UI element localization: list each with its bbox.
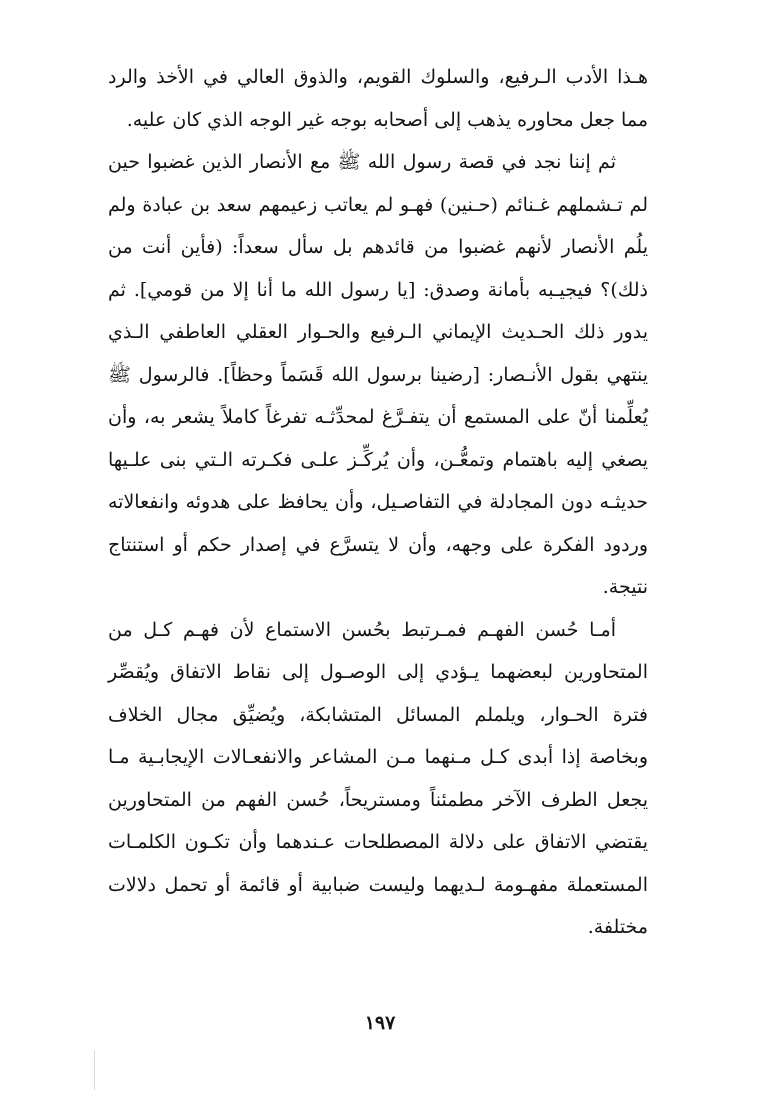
body-text <box>108 56 648 949</box>
scan-edge-mark <box>94 1050 95 1090</box>
page-number: ١٩٧ <box>364 1012 396 1034</box>
paragraph-1: هـذا الأدب الـرفيع، والسلوك القويم، والذوق العالي في الأخذ والرد مما جعل محاوره يذهب إلى أصحابه بوجه غير الوجه الذي كان عليه. <box>108 66 648 131</box>
paragraph-3: أمـا حُسن الفهـم فمـرتبط بحُسن الاستماع لأن فهـم كـل من المتحاورين لبعضهما يـؤدي إلى الوصـول إلى نقاط الاتفاق ويُقصِّر فترة الحـوار، ويلملم المسائل المتشابكة، ويُضيِّق مجال الخلاف وبخاصة إذا أبدى كـل مـنهما مـن المشاعر والانفعـالات الإيجابـية مـا يجعل الطرف الآخر مطمئناً ومستريحاً، حُسن الفهم من المتحاورين يقتضي الاتفاق على دلالة المصطلحات عـندهما وأن تكـون الكلمـات المستعملة مفهـومة لـديهما وليست ضبابية أو قائمة أو تحمل دلالات مختلفة. <box>108 618 648 938</box>
paragraph-2: ثم إننا نجد في قصة رسول الله ﷺ مع الأنصار الذين غضبوا حين لم تـشملهم غـنائم (حـنين) فهـو لم يعاتب زعيمهم سعد بن عبادة ولم يلُم الأنصار لأنهم غضبوا من قائدهم بل سأل سعداً: (فأين أنت من ذلك)؟ فيجيـبه بأمانة وصدق: [يا رسول الله ما أنا إلا من قومي]. ثم يدور ذلك الحـديث الإيماني الـرفيع والحـوار العقلي العاطفي الـذي ينتهي بقول الأنـصار: [رضينا برسول الله قَسَماً وحظاً]. فالرسول ﷺ يُعلِّمنا أنّ على المستمع أن يتفـرَّغ لمحدِّثـه تفرغاً كاملاً يشعر به، وأن يصغي إليه باهتمام وتمعُّـن، وأن يُركِّـز علـى فكـرته الـتي بنى علـيها حديثـه دون المجادلة في التفاصـيل، وأن يحافظ على هدوئه وانفعالاته وردود الفكرة على وجهه، وأن لا يتسرَّع في إصدار حكم أو استنتاج نتيجة. <box>108 151 648 598</box>
